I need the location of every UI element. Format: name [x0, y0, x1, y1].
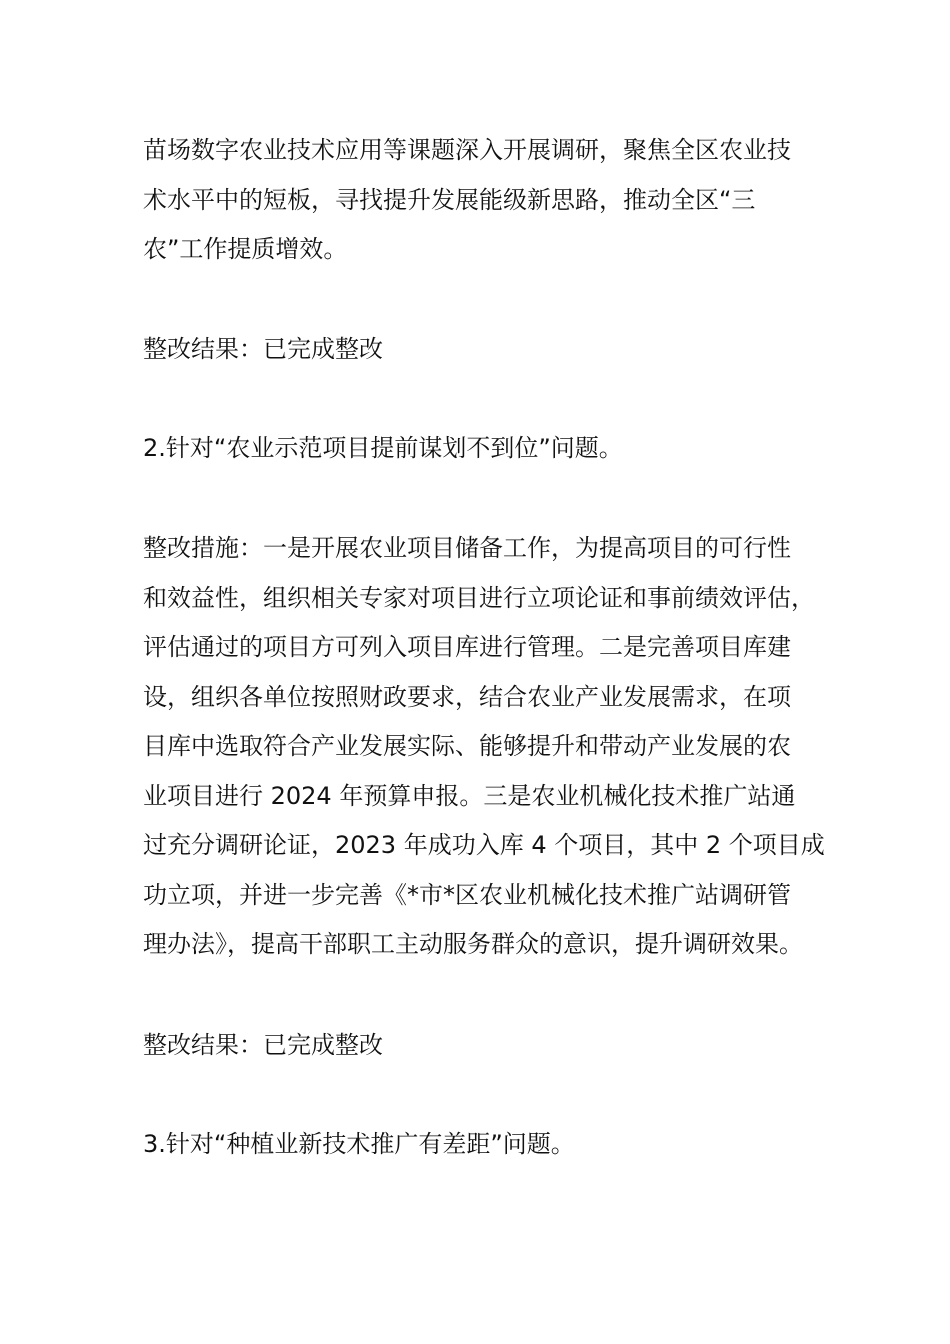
- paragraph-line: 功立项，并进一步完善《*市*区农业机械化技术推广站调研管: [143, 880, 791, 909]
- paragraph-line: 过充分调研论证，2023 年成功入库 4 个项目，其中 2 个项目成: [143, 831, 825, 859]
- item-title: 3.针对“种植业新技术推广有差距”问题。: [143, 1130, 575, 1158]
- paragraph-line: 业项目进行 2024 年预算申报。三是农业机械化技术推广站通: [143, 781, 796, 810]
- paragraph-line: 理办法》，提高干部职工主动服务群众的意识，提升调研效果。: [143, 930, 803, 958]
- rectification-result-1: [143, 325, 823, 375]
- paragraph-line: 术水平中的短板，寻找提升发展能级新思路，推动全区“三: [143, 185, 756, 214]
- paragraph-line: 和效益性，组织相关专家对项目进行立项论证和事前绩效评估，: [143, 583, 815, 612]
- item-3-heading: [143, 1120, 823, 1170]
- paragraph-line: 设，组织各单位按照财政要求，结合农业产业发展需求，在项: [143, 682, 791, 711]
- paragraph-line: 苗场数字农业技术应用等课题深入开展调研，聚焦全区农业技: [143, 136, 791, 164]
- rectification-result-2: [143, 1021, 823, 1071]
- paragraph-line: 目库中选取符合产业发展实际、能够提升和带动产业发展的农: [143, 732, 791, 760]
- item-2-heading: [143, 424, 823, 474]
- result-text: 整改结果：已完成整改: [143, 335, 383, 363]
- paragraph-measures-2: [143, 524, 823, 970]
- paragraph-research: [143, 126, 823, 275]
- item-title: 2.针对“农业示范项目提前谋划不到位”问题。: [143, 434, 623, 462]
- paragraph-line: 农”工作提质增效。: [143, 235, 348, 263]
- paragraph-line: 整改措施：一是开展农业项目储备工作，为提高项目的可行性: [143, 534, 791, 562]
- paragraph-line: 评估通过的项目方可列入项目库进行管理。二是完善项目库建: [143, 633, 791, 661]
- result-text: 整改结果：已完成整改: [143, 1031, 383, 1059]
